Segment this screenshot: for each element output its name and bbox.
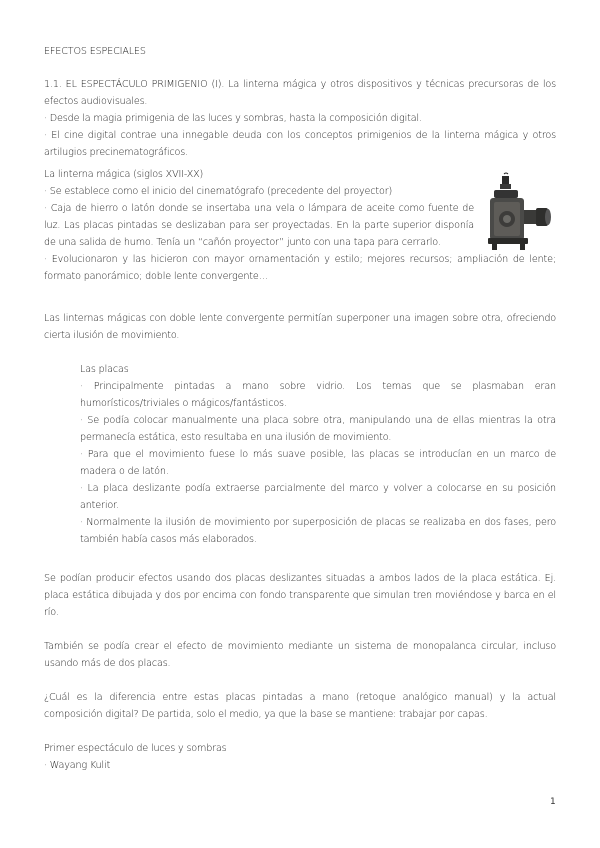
paragraph-diferencia: ¿Cuál es la diferencia entre estas placas pintadas a mano (retoque analógico manual) y la actual composición digital? De partida, solo el medio, ya que la base se mantiene: trabajar por capas. xyxy=(44,692,556,720)
linterna-title: La linterna mágica (siglos XVII-XX) xyxy=(44,169,204,180)
primer-item: · Wayang Kulit xyxy=(44,760,111,771)
paragraph-doble-lente: Las linternas mágicas con doble lente convergente permitían superponer una imagen sobre otra, ofreciendo cierta ilusión de movimiento. xyxy=(44,313,556,341)
linterna-body-2 xyxy=(44,251,556,285)
linterna-body xyxy=(44,183,474,251)
section-1-bullet-2: · El cine digital contrae una innegable deuda con los conceptos primigenios de la linterna mágica y otros artilugios precinematográficos. xyxy=(44,130,556,158)
section-1-intro xyxy=(44,76,556,161)
placas-item-5: · Normalmente la ilusión de movimiento por superposición de placas se realizaba en dos fases, pero también había casos más elaborados. xyxy=(80,517,556,545)
section-1-bullet-1: · Desde la magia primigenia de las luces y sombras, hasta la composición digital. xyxy=(44,113,422,124)
section-1-title: 1.1. EL ESPECTÁCULO PRIMIGENIO (I). La linterna mágica y otros dispositivos y técnicas precursoras de los efectos audiovisuales. xyxy=(44,79,556,107)
linterna-bullet-1: · Se establece como el inicio del cinematógrafo (precedente del proyector) xyxy=(44,186,393,197)
placas-item-2: · Se podía colocar manualmente una placa sobre otra, manipulando una de ellas mientras la otra permanecía estática, esto resultaba en una ilusión de movimiento. xyxy=(80,415,556,443)
primer-title: Primer espectáculo de luces y sombras xyxy=(44,743,227,754)
page-number: 1 xyxy=(550,797,556,807)
paragraph-placas-deslizantes: Se podían producir efectos usando dos placas deslizantes situadas a ambos lados de la placa estática. Ej. placa estática dibujada y dos por encima con fondo transparente que simulan tren moviéndose y barca en el río. xyxy=(44,573,556,618)
page-heading: EFECTOS ESPECIALES xyxy=(44,46,146,57)
paragraph-monopalanca: También se podía crear el efecto de movimiento mediante un sistema de monopalanca circular, incluso usando más de dos placas. xyxy=(44,641,556,669)
linterna-bullet-2: · Caja de hierro o latón donde se insertaba una vela o lámpara de aceite como fuente de luz. Las placas pintadas se deslizaban para ser proyectadas. En la parte superior disponía de una salida de humo. Tenía un “cañón proyector” junto con una tapa para cerrarlo. xyxy=(44,203,474,248)
placas-title: Las placas xyxy=(80,364,129,375)
placas-item-1: · Principalmente pintadas a mano sobre vidrio. Los temas que se plasmaban eran humorísticos/triviales o mágicos/fantásticos. xyxy=(80,381,556,409)
primer-espectaculo xyxy=(44,740,556,774)
placas-item-4: · La placa deslizante podía extraerse parcialmente del marco y volver a colocarse en su posición anterior. xyxy=(80,483,556,511)
placas-list xyxy=(80,378,556,548)
magic-lantern-illustration xyxy=(480,172,555,252)
placas-item-3: · Para que el movimiento fuese lo más suave posible, las placas se introducían en un marco de madera o de latón. xyxy=(80,449,556,477)
linterna-bullet-3: · Evolucionaron y las hicieron con mayor ornamentación y estilo; mejores recursos; ampliación de lente; formato panorámico; doble lente convergente… xyxy=(44,254,556,282)
